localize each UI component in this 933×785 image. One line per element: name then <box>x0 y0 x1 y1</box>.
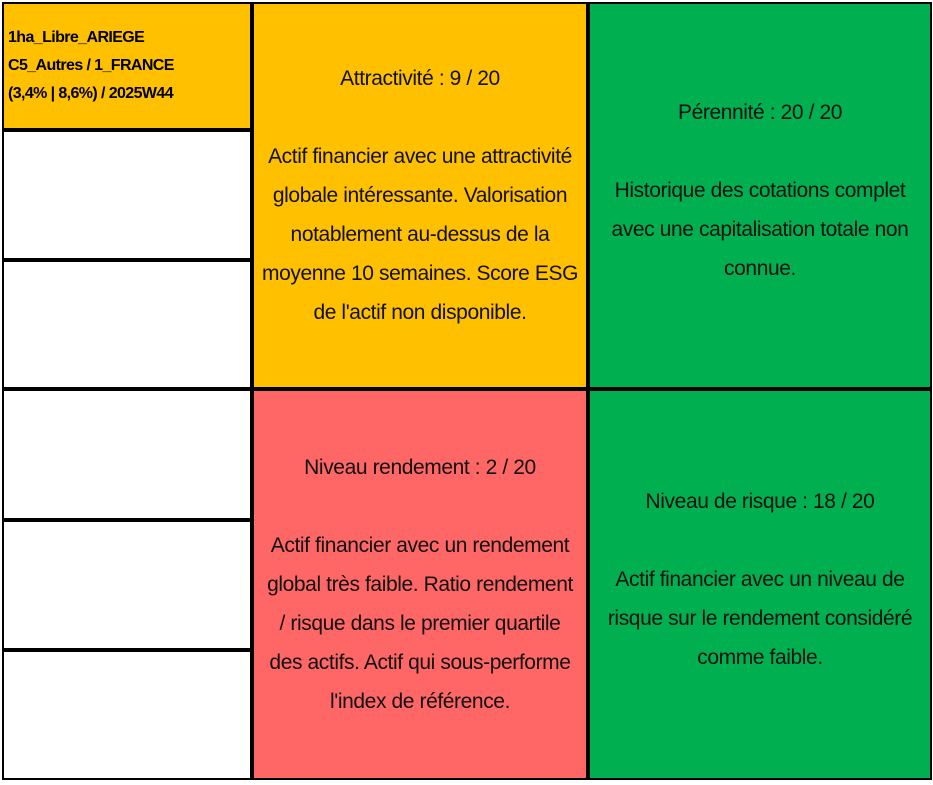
perennite-description: Historique des cotations complet avec une capitalisation totale non connue. <box>611 179 909 280</box>
risque-description: Actif financier avec un niveau de risque sur le rendement considéré comme faible. <box>607 568 913 669</box>
asset-period: (3,4% | 8,6%) / 2025W44 <box>8 85 173 102</box>
attractivite-title: Attractivité : 9 / 20 <box>340 67 500 90</box>
rendement-description: Actif financier avec un rendement global très faible. Ratio rendement / risque dans le premier quartile des actifs. Actif qui sous-performe l'index de référence. <box>267 534 573 713</box>
empty-cell-4 <box>2 520 252 650</box>
attractivite-card <box>252 2 588 389</box>
rendement-title: Niveau rendement : 2 / 20 <box>304 456 536 479</box>
perennite-card <box>588 2 932 389</box>
asset-info-cell <box>2 2 252 130</box>
empty-cell-2 <box>2 260 252 389</box>
empty-cell-5 <box>2 650 252 780</box>
empty-cell-1 <box>2 130 252 260</box>
rendement-card <box>252 389 588 780</box>
risque-card <box>588 389 932 780</box>
perennite-title: Pérennité : 20 / 20 <box>677 101 843 124</box>
empty-cell-3 <box>2 389 252 520</box>
asset-category: C5_Autres / 1_FRANCE <box>8 57 174 74</box>
attractivite-description: Actif financier avec une attractivité globale intéressante. Valorisation notablement au-dessus de la moyenne 10 semaines. Score ESG de l'actif non disponible. <box>262 145 579 324</box>
risque-title: Niveau de risque : 18 / 20 <box>645 490 875 513</box>
asset-name: 1ha_Libre_ARIEGE <box>8 29 145 46</box>
